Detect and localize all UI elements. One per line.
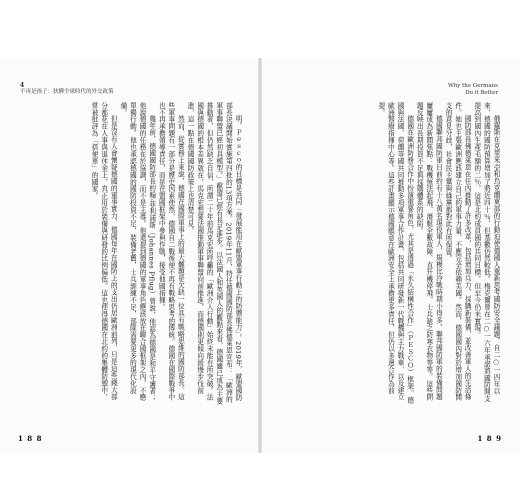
left-running-header — [20, 82, 114, 96]
right-text-column — [282, 102, 500, 407]
running-title-line2: Do it Better — [465, 90, 498, 96]
chapter-number: 4 — [20, 82, 25, 89]
paragraph: 但是沒有人會懷疑德國的軍事實力，德國每年在國防上的支出仍居歐洲前列，只是這些錢大部分都花在人事與退休金上，真正用於裝備與研發的比例偏低。這也使得德國在北約的集體防禦中，常被批評為「搭便車」的國家。 — [90, 102, 118, 401]
paragraph: 明。Ｐｅｓｃｏ的目標是共同「發展能用在歐盟軍事行動上的防禦能力」。2019年，歐盟國防部長決議開始實施第四批的13項方案。2019年11月，特任德國國防部長佛德萊恩宣布：「歐洲的軍事聯盟已經初具模型。」歐盟已經有長足進步。以法國人和英國人的觀點來看，德國雖已成為主要推動者，但仍然缺乏自信，所謂二十年前馬克宏所呼籲的「歐洲介入行動」始終未能有所突破。法國與德國的根本差異就在，馬克宏想要法國推動軍事聯盟向前推進，而德國則更傾向緩慢步伐前進，這一點在德國國防政策上也清楚可見。 — [186, 102, 242, 405]
right-page — [260, 58, 520, 453]
paragraph: 幾年前，德國國防部長約翰·菲利浦斯（Johannes Pflug）曾說，他認為德國是和平守護者；他說德國的任務在於協調，而不是主導。他還提到德國的軍事角色應該放在聯合國框架之內，不應單獨行動。他也承認德國的國防投資不足，裝備老舊，士兵訓練不足，部隊需要更多的現代化設備。 — [118, 102, 156, 403]
left-page — [0, 58, 260, 453]
left-text-column — [24, 102, 242, 407]
paragraph: 俄羅斯在克里米亞和烏克蘭東部的行動迫使德國人重新思考國防安全議題。自二○一四年以來，德國的國防預算增加了將近四十％，但基數仍然較低。梅克爾曾在二○一六年承諾將國防開支提高到國內生產毛額的二％，這是北約成員國的共同目標，但至今仍未實現。 — [472, 102, 500, 403]
running-title-line1: Why the Germans — [448, 83, 498, 89]
left-page-number: 1 8 8 — [18, 434, 43, 443]
paragraph: 德國在歐洲防務合作中扮演重要角色，尤其是透過「永久結構性合作」（ＰＥＳＣＯ）框架。德國與法國、荷蘭等國共同推動多項軍事合作計畫，包括共同研發新一代戰機與主力戰車，以及建立歐洲醫療指揮中心等。這些計畫顯示德國願意在歐洲安全上承擔更多責任，但仍以多邊合作為前提。 — [376, 102, 414, 404]
right-page-number: 1 8 9 — [477, 434, 502, 443]
book-gutter — [258, 58, 262, 453]
paragraph: 然而，從實務上來說，德國在國際軍事上的最大難題是欠缺一位具有戰略思維的國防部長。這些軍事問題有一部分是歷史因素使然，德國自二戰後便不再有戰略思考的傳統。德國在國際戰爭中也不再承擔領導責任，而是在盟國框架中參與作戰，接受他國指揮。 — [157, 102, 185, 401]
book-title: 不再是孩子：狄驊全球時代的外交政策 — [20, 89, 114, 95]
paragraph: 國防部長佛德萊恩在任內推動了許多改革，包括增加兵力、採購新裝備，並改善軍人的生活條件。她也主張歐洲應該建立自己的軍事力量，不應完全依賴美國。然而，德國國內對於增加國防開支的意見分歧，社會民主黨與綠黨都對此有所保留。 — [444, 102, 472, 401]
paragraph: 德國聯邦國防軍目前約有十八萬名現役軍人，規模比冷戰時期小得多。聯邦國防軍的裝備問題屢屢成為新聞焦點：戰機無法起飛、潛艇全數故障、直升機停飛、士兵缺乏防寒衣物等等。這些問題反映出長期投資不足與採購體系的缺陷。 — [415, 102, 443, 401]
right-running-header — [448, 83, 498, 97]
